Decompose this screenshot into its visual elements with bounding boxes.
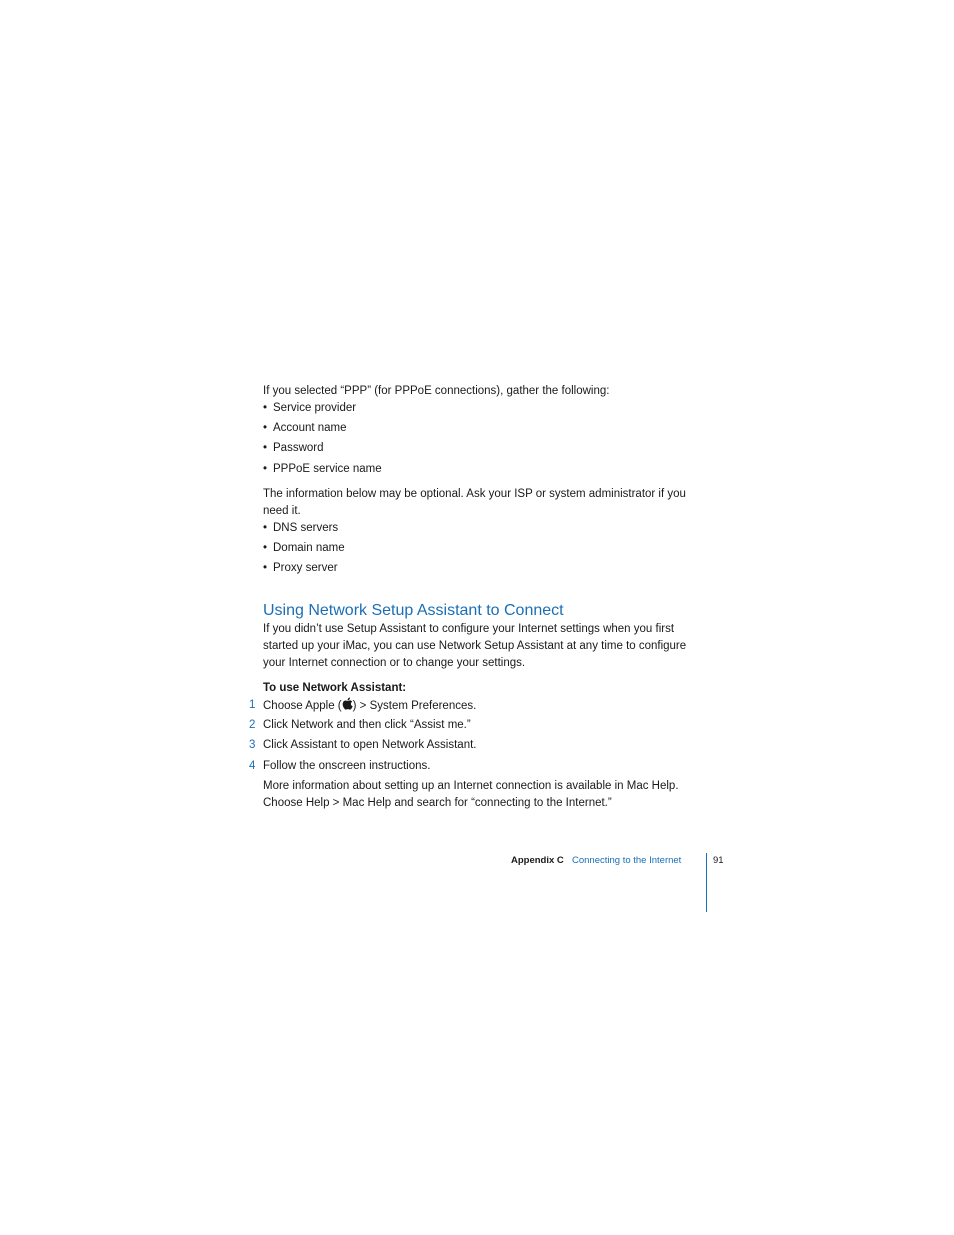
page-number: 91 — [713, 855, 724, 866]
task-title: To use Network Assistant: — [263, 682, 407, 694]
list-item-label: Proxy server — [273, 562, 338, 574]
step-number: 4 — [249, 760, 256, 772]
list-item: • Password — [263, 442, 324, 454]
list-item-label: DNS servers — [273, 522, 339, 534]
step-number: 3 — [249, 739, 256, 751]
more-info-line: Choose Help > Mac Help and search for “connecting to the Internet.” — [263, 797, 612, 809]
list-item: • Service provider — [263, 402, 357, 414]
step-number: 1 — [249, 699, 256, 711]
apple-icon — [342, 697, 353, 712]
more-info-line: More information about setting up an Internet connection is available in Mac Help. — [263, 780, 679, 792]
footer-appendix-label: Appendix C — [511, 855, 564, 866]
paragraph-line: your Internet connection or to change your settings. — [263, 657, 526, 669]
list-item-label: Domain name — [273, 542, 345, 554]
step-text: Choose Apple ( ) > System Preferences. — [263, 697, 476, 715]
step-text: Follow the onscreen instructions. — [263, 760, 431, 772]
footer-divider — [706, 853, 707, 912]
ppp-intro-text: If you selected “PPP” (for PPPoE connections), gather the following: — [263, 385, 610, 397]
list-item-label: Password — [273, 442, 324, 454]
optional-info-line: The information below may be optional. Ask your ISP or system administrator if you — [263, 488, 686, 500]
list-item: • Domain name — [263, 542, 345, 554]
list-item-label: Account name — [273, 422, 347, 434]
list-item-label: PPPoE service name — [273, 463, 382, 475]
step-text: Click Network and then click “Assist me.” — [263, 719, 471, 731]
list-item: • Account name — [263, 422, 347, 434]
step-number: 2 — [249, 719, 256, 731]
paragraph-line: started up your iMac, you can use Network Setup Assistant at any time to configure — [263, 640, 687, 652]
optional-info-line: need it. — [263, 505, 301, 517]
section-heading: Using Network Setup Assistant to Connect — [263, 602, 564, 619]
list-item-label: Service provider — [273, 402, 357, 414]
list-item: • DNS servers — [263, 522, 339, 534]
list-item: • PPPoE service name — [263, 463, 382, 475]
step-text: Click Assistant to open Network Assistant. — [263, 739, 477, 751]
list-item: • Proxy server — [263, 562, 338, 574]
footer-chapter-title: Connecting to the Internet — [572, 855, 682, 866]
paragraph-line: If you didn’t use Setup Assistant to configure your Internet settings when you first — [263, 623, 675, 635]
